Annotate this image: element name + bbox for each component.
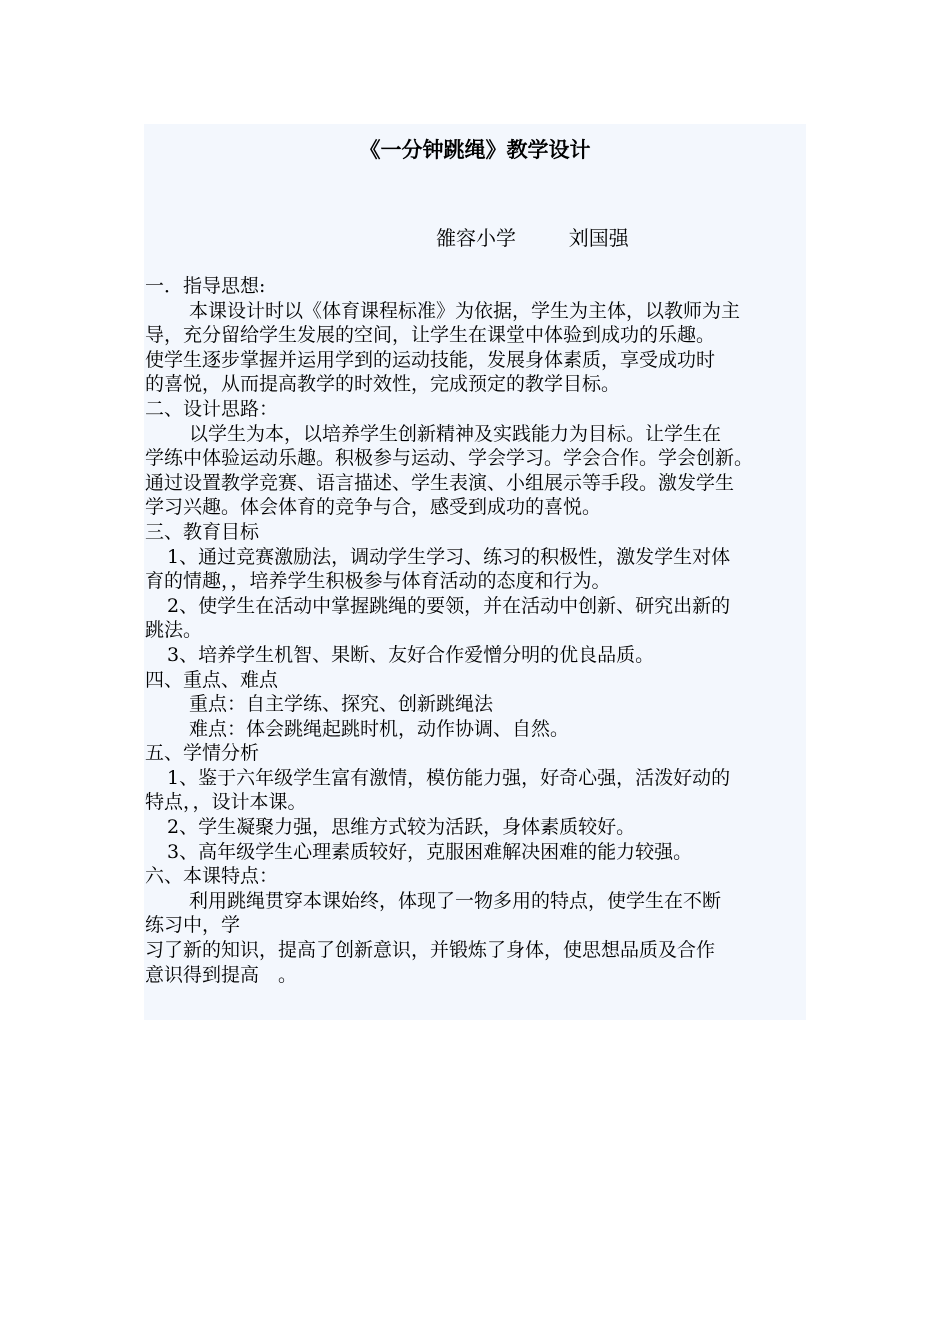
paragraph-line: 特点，，设计本课。 [145,791,307,814]
section-heading-design-approach: 二、设计思路： [145,397,279,420]
paragraph-line: 导，充分留给学生发展的空间，让学生在课堂中体验到成功的乐趣。 [145,324,716,347]
paragraph-line: 意识得到提高 。 [145,963,298,986]
document-content [145,274,809,987]
paragraph-line: 难点：体会跳绳起跳时机，动作协调、自然。 [189,717,570,740]
paragraph-line: 习了新的知识，提高了创新意识，并锻炼了身体，使思想品质及合作 [145,939,716,962]
document-title: 《一分钟跳绳》教学设计 [359,137,591,162]
section-heading-education-goals: 三、教育目标 [145,520,260,543]
paragraph-line: 本课设计时以《体育课程标准》为依据，学生为主体，以教师为主 [189,299,741,322]
section-heading-guiding-idea: 一．指导思想: [145,275,266,297]
paragraph-line: 跳法。 [145,619,203,642]
section-heading-key-points: 四、重点、难点 [145,668,279,691]
paragraph-line: 以学生为本，以培养学生创新精神及实践能力为目标。让学生在 [189,422,722,445]
paragraph-line: 育的情趣，，培养学生积极参与体育活动的态度和行为。 [145,570,611,593]
paragraph-line: 重点：自主学练、探究、创新跳绳法 [189,693,494,716]
paragraph-line: 练习中，学 [145,914,241,937]
paragraph-line: 2、学生凝聚力强，思维方式较为活跃，身体素质较好。 [167,816,636,839]
paragraph-line: 利用跳绳贯穿本课始终，体现了一物多用的特点，使学生在不断 [189,889,722,912]
section-heading-lesson-features: 六、本课特点： [145,865,279,888]
paragraph-line: 1、通过竞赛激励法，调动学生学习、练习的积极性，激发学生对体 [167,545,731,568]
paragraph-line: 通过设置教学竞赛、语言描述、学生表演、小组展示等手段。激发学生 [145,471,735,494]
paragraph-line: 2、使学生在活动中掌握跳绳的要领，并在活动中创新、研究出新的 [167,594,731,617]
paragraph-line: 的喜悦，从而提高教学的时效性，完成预定的教学目标。 [145,373,621,396]
paragraph-line: 1、鉴于六年级学生富有激情，模仿能力强，好奇心强，活泼好动的 [167,766,731,789]
author-byline: 雒容小学 刘国强 [436,226,629,250]
paragraph-line: 学练中体验运动乐趣。积极参与运动、学会学习。学会合作。学会创新。 [145,447,754,470]
section-heading-student-analysis: 五、学情分析 [145,742,260,765]
paragraph-line: 3、培养学生机智、果断、友好合作爱憎分明的优良品质。 [167,643,655,666]
paragraph-line: 学习兴趣。体会体育的竞争与合，感受到成功的喜悦。 [145,496,602,519]
paragraph-line: 3、高年级学生心理素质较好，克服困难解决困难的能力较强。 [167,840,693,863]
paragraph-line: 使学生逐步掌握并运用学到的运动技能，发展身体素质，享受成功时 [145,348,716,371]
